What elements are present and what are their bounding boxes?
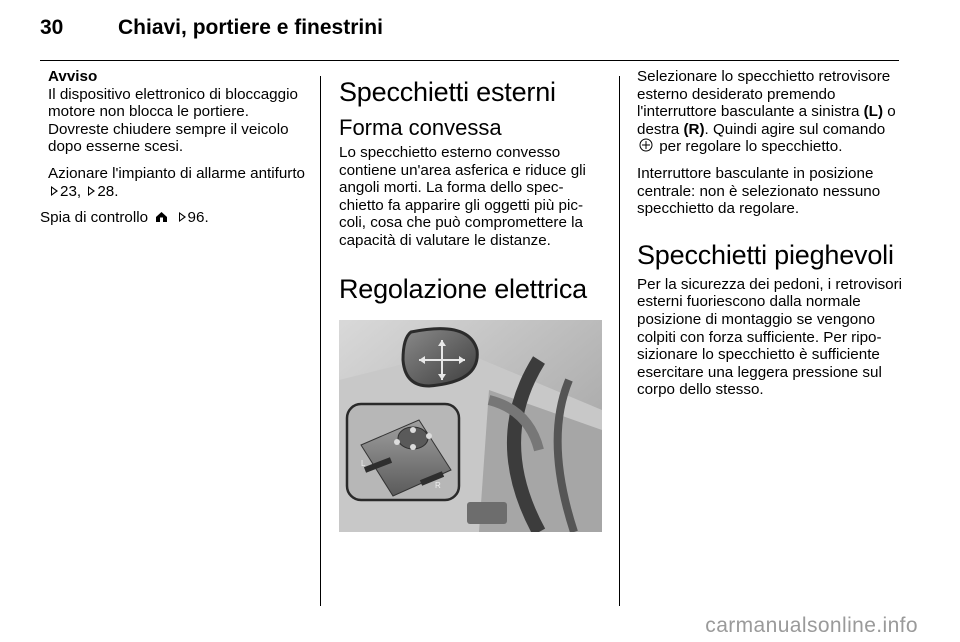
switch-label-right: R bbox=[435, 480, 441, 490]
chapter-title: Chiavi, portiere e finestrini bbox=[118, 16, 383, 39]
section-title-specchietti-esterni: Specchietti esterni bbox=[339, 77, 556, 107]
header-rule bbox=[40, 60, 899, 61]
column-divider bbox=[320, 76, 321, 606]
mirror-switch-photo bbox=[339, 320, 602, 532]
convessa-paragraph: Lo specchietto esterno convesso contiene un'area asferica e riduce gli angoli morti. La forma dello specchietto fa apparire gli oggetti più piccoli, cosa che può compromettere la capacità di valutare le distanze. bbox=[339, 144, 586, 249]
column-middle bbox=[339, 68, 603, 532]
switch-left-label: (L) bbox=[863, 103, 884, 121]
note-label: Avviso bbox=[48, 68, 98, 85]
switch-label-left: L bbox=[361, 458, 366, 468]
selection-paragraph bbox=[637, 68, 903, 156]
spia-paragraph bbox=[40, 209, 308, 227]
alarm-text: Azionare l'impianto di allarme antifurto bbox=[48, 164, 305, 182]
center-position-paragraph: Interruttore basculante in posizione centrale: non è selezionato nessuno specchietto da regolare. bbox=[637, 164, 881, 218]
page-ref-icon bbox=[88, 186, 95, 196]
section-title-regolazione-elettrica: Regolazione elettrica bbox=[339, 273, 587, 304]
subsection-title-forma-convessa: Forma convessa bbox=[339, 115, 502, 140]
column-right bbox=[637, 68, 903, 408]
selection-text-b: o destra bbox=[637, 103, 896, 138]
spia-ref[interactable]: 96. bbox=[187, 209, 209, 227]
note-block bbox=[40, 68, 308, 200]
spia-text: Spia di controllo bbox=[40, 209, 149, 227]
footer-watermark: carmanualsonline.info bbox=[705, 614, 918, 637]
note-text: Il dispositivo elettronico di bloccaggio motore non blocca le portiere. Dovreste chiudere sempre il veicolo dopo esserne scesi. bbox=[48, 85, 298, 156]
selection-text-d: per regolare lo specchietto. bbox=[659, 138, 843, 156]
selection-text-a: Selezionare lo specchietto retrovisore esterno desiderato premendo l'interruttore basculante a sinistra bbox=[637, 68, 891, 121]
alarm-paragraph bbox=[48, 165, 308, 200]
section-title-specchietti-pieghevoli: Specchietti pieghevoli bbox=[637, 239, 894, 270]
selection-text-c: . Quindi agire sul comando bbox=[704, 120, 886, 138]
antitheft-lamp-icon bbox=[155, 211, 168, 223]
folding-paragraph: Per la sicurezza dei pedoni, i retrovisori esterni fuoriescono dalla normale posizione di montaggio se vengono colpiti con forza sufficiente. Per riposizionare lo specchietto è sufficiente esercitare una leggera pressione sul corpo dello stesso. bbox=[637, 275, 903, 399]
alarm-ref-2[interactable]: 28. bbox=[97, 182, 119, 200]
page-ref-icon bbox=[51, 186, 58, 196]
column-left bbox=[40, 68, 308, 236]
alarm-ref-1[interactable]: 23, bbox=[60, 182, 82, 200]
switch-right-label: (R) bbox=[683, 120, 705, 138]
page-ref-icon bbox=[179, 212, 186, 222]
mirror-control-icon bbox=[639, 138, 653, 152]
column-divider bbox=[619, 76, 620, 606]
page-number: 30 bbox=[40, 16, 64, 39]
